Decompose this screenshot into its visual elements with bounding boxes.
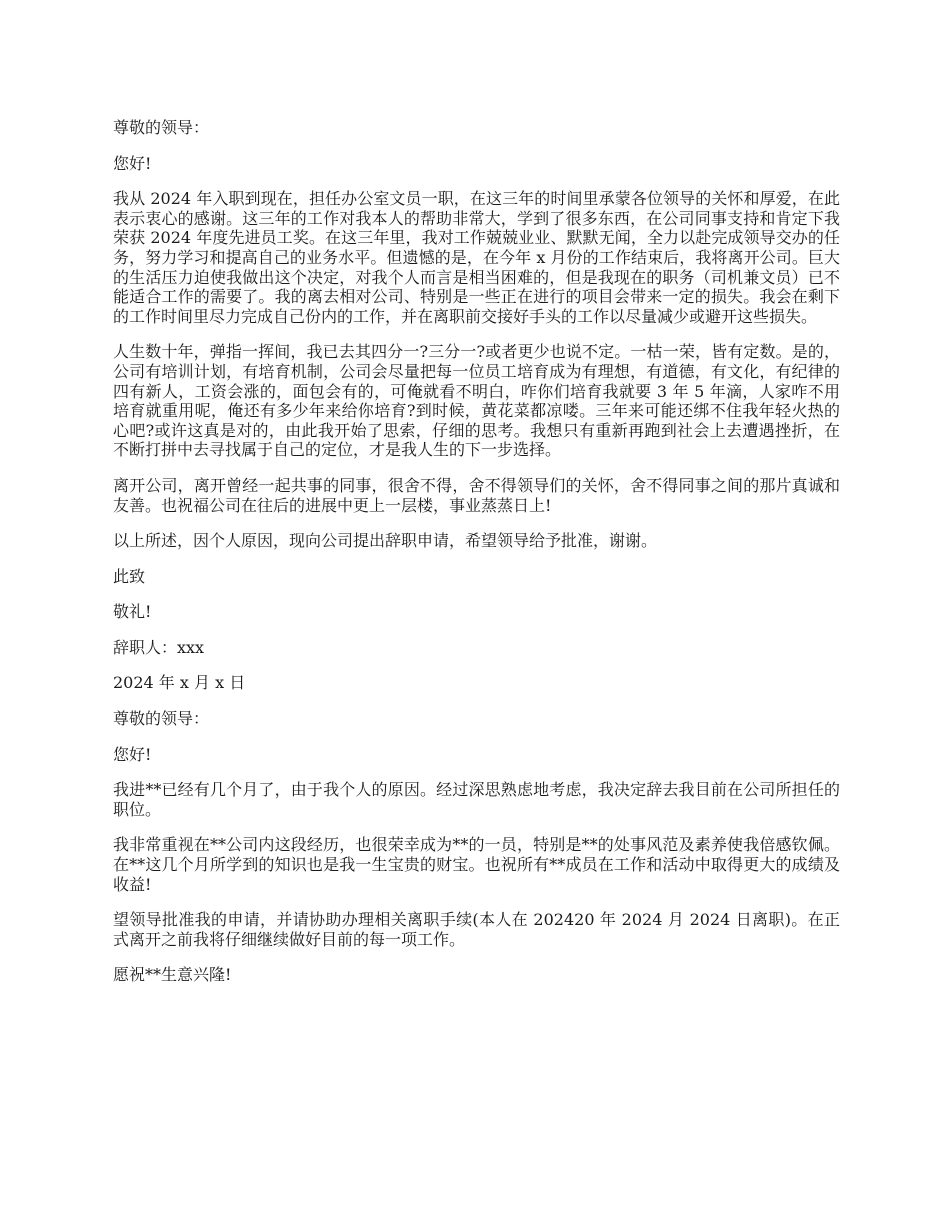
body-paragraph: 我从 2024 年入职到现在，担任办公室文员一职，在这三年的时间里承蒙各位领导的关怀和厚爱，在此表示衷心的感谢。这三年的工作对我本人的帮助非常大，学到了很多东西，在公司同事支持和肯定下我荣获 2024 年度先进员工奖。在这三年里，我对工作兢兢业业、默默无闻，全力以赴完成领导交办的任务，努力学习和提高自己的业务水平。但遗憾的是，在今年 x 月份的工作结束后，我将离开公司。巨大的生活压力迫使我做出这个决定，对我个人而言是相当困难的，但是我现在的职务（司机兼文员）已不能适合工作的需要了。我的离去相对公司、特别是一些正在进行的项目会带来一定的损失。我会在剩下的工作时间里尽力完成自己份内的工作，并在离职前交接好手头的工作以尽量减少或避开这些损失。: [113, 189, 840, 326]
body-paragraph: 人生数十年，弹指一挥间，我已去其四分一?三分一?或者更少也说不定。一枯一荣，皆有定数。是的，公司有培训计划，有培育机制，公司会尽量把每一位员工培育成为有理想，有道德，有文化，有纪律的四有新人，工资会涨的，面包会有的，可俺就看不明白，咋你们培育我就要 3 年 5 年滴，人家咋不用培育就重用呢，俺还有多少年来给你培育?到时候，黄花菜都凉喽。三年来可能还绑不住我年轻火热的心吧?或许这真是对的，由此我开始了思索，仔细的思考。我想只有重新再跑到社会上去遭遇挫折，在不断打拼中去寻找属于自己的定位，才是我人生的下一步选择。: [113, 342, 840, 460]
body-paragraph: 离开公司，离开曾经一起共事的同事，很舍不得，舍不得领导们的关怀，舍不得同事之间的那片真诚和友善。也祝福公司在往后的进展中更上一层楼，事业蒸蒸日上!: [113, 475, 840, 515]
closing-regards: 敬礼!: [113, 602, 152, 622]
salutation: 尊敬的领导：: [113, 118, 210, 137]
closing-wish: 愿祝**生意兴隆!: [113, 965, 232, 985]
date: 2024 年 x 月 x 日: [113, 673, 246, 693]
body-paragraph: 我进**已经有几个月了，由于我个人的原因。经过深思熟虑地考虑，我决定辞去我目前在公司所担任的职位。: [113, 780, 840, 819]
body-paragraph: 以上所述，因个人原因，现向公司提出辞职申请，希望领导给予批准，谢谢。: [113, 531, 658, 551]
greeting: 您好!: [113, 153, 152, 173]
body-paragraph: 我非常重视在**公司内这段经历，也很荣幸成为**的一员，特别是**的处事风范及素养使我倍感钦佩。在**这几个月所学到的知识也是我一生宝贵的财宝。也祝所有**成员在工作和活动中取得更大的成绩及收益!: [113, 835, 840, 894]
greeting: 您好!: [113, 744, 152, 764]
signature: 辞职人：xxx: [113, 637, 205, 657]
closing-line: 此致: [113, 566, 146, 586]
document-page: [113, 118, 840, 1001]
salutation: 尊敬的领导：: [113, 709, 210, 729]
body-paragraph: 望领导批准我的申请，并请协助办理相关离职手续(本人在 202420 年 2024 月 2024 日离职)。在正式离开之前我将仔细继续做好目前的每一项工作。: [113, 910, 840, 949]
